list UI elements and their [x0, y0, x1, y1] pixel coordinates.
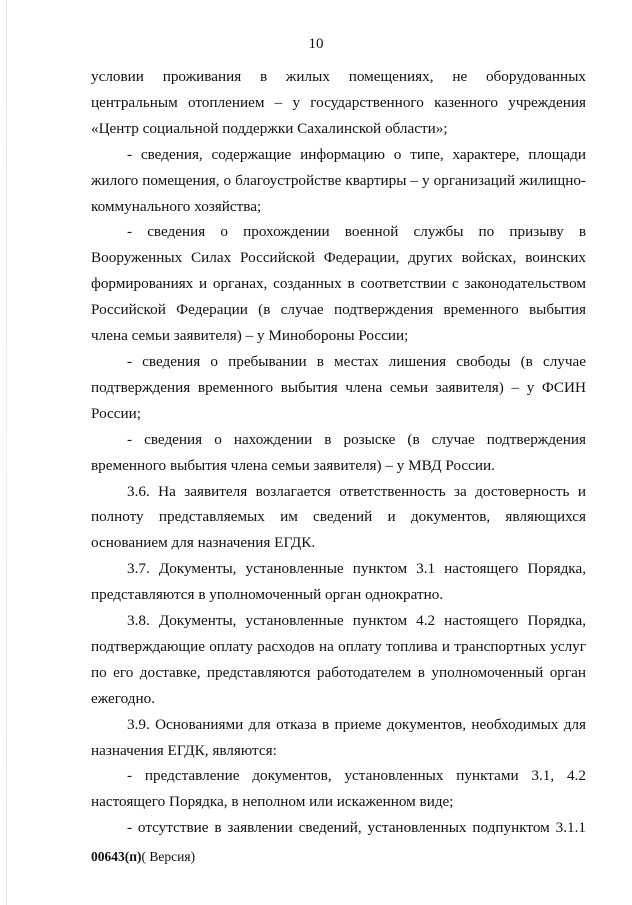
paragraph-imprisonment: - сведения о пребывании в местах лишения свободы (в случае подтверждения временного выбытия члена семьи заявителя) – у ФСИН России; [91, 352, 586, 422]
paragraph-3-6: 3.6. На заявителя возлагается ответственность за достоверность и полноту представляемых им сведений и документов, являющихся основанием для назначения ЕГДК. [91, 482, 586, 552]
paragraph-military-service: - сведения о прохождении военной службы по призыву в Вооруженных Силах Российской Федерации, других войсках, воинских формированиях и органах, созданных в соответствии с законодательством Российской Федерации (в случае подтверждения временного выбытия члена семьи заявителя) – у Минобороны России; [91, 223, 586, 345]
paragraph-wanted: - сведения о нахождении в розыске (в случае подтверждения временного выбытия члена семьи заявителя) – у МВД России. [91, 430, 586, 474]
document-footer [91, 849, 195, 865]
paragraph-3-9: 3.9. Основаниями для отказа в приеме документов, необходимых для назначения ЕГДК, являются: [91, 715, 586, 759]
paragraph-3-8: 3.8. Документы, установленные пунктом 4.2 настоящего Порядка, подтверждающие оплату расходов на оплату топлива и транспортных услуг по его доставке, представляются работодателем в уполномоченный орган ежегодно. [91, 612, 586, 707]
paragraph-incomplete-docs: - представление документов, установленных пунктами 3.1, 4.2 настоящего Порядка, в неполном или искаженном виде; [91, 767, 586, 811]
paragraph-continuation: условии проживания в жилых помещениях, не оборудованных центральным отоплением – у государственного казенного учреждения «Центр социальной поддержки Сахалинской области»; [91, 68, 586, 137]
page-number: 10 [308, 36, 324, 52]
document-version: ( Версия) [141, 849, 196, 864]
scan-edge-shadow [6, 0, 7, 905]
document-body [91, 64, 586, 841]
paragraph-housing-info: - сведения, содержащие информацию о типе, характере, площади жилого помещения, о благоустройстве квартиры – у организаций жилищно-коммунального хозяйства; [91, 145, 586, 215]
document-code: 00643(п) [91, 849, 142, 864]
paragraph-3-7: 3.7. Документы, установленные пунктом 3.1 настоящего Порядка, представляются в уполномоченный орган однократно. [91, 560, 586, 604]
paragraph-missing-info: - отсутствие в заявлении сведений, установленных подпунктом 3.1.1 [127, 819, 586, 837]
